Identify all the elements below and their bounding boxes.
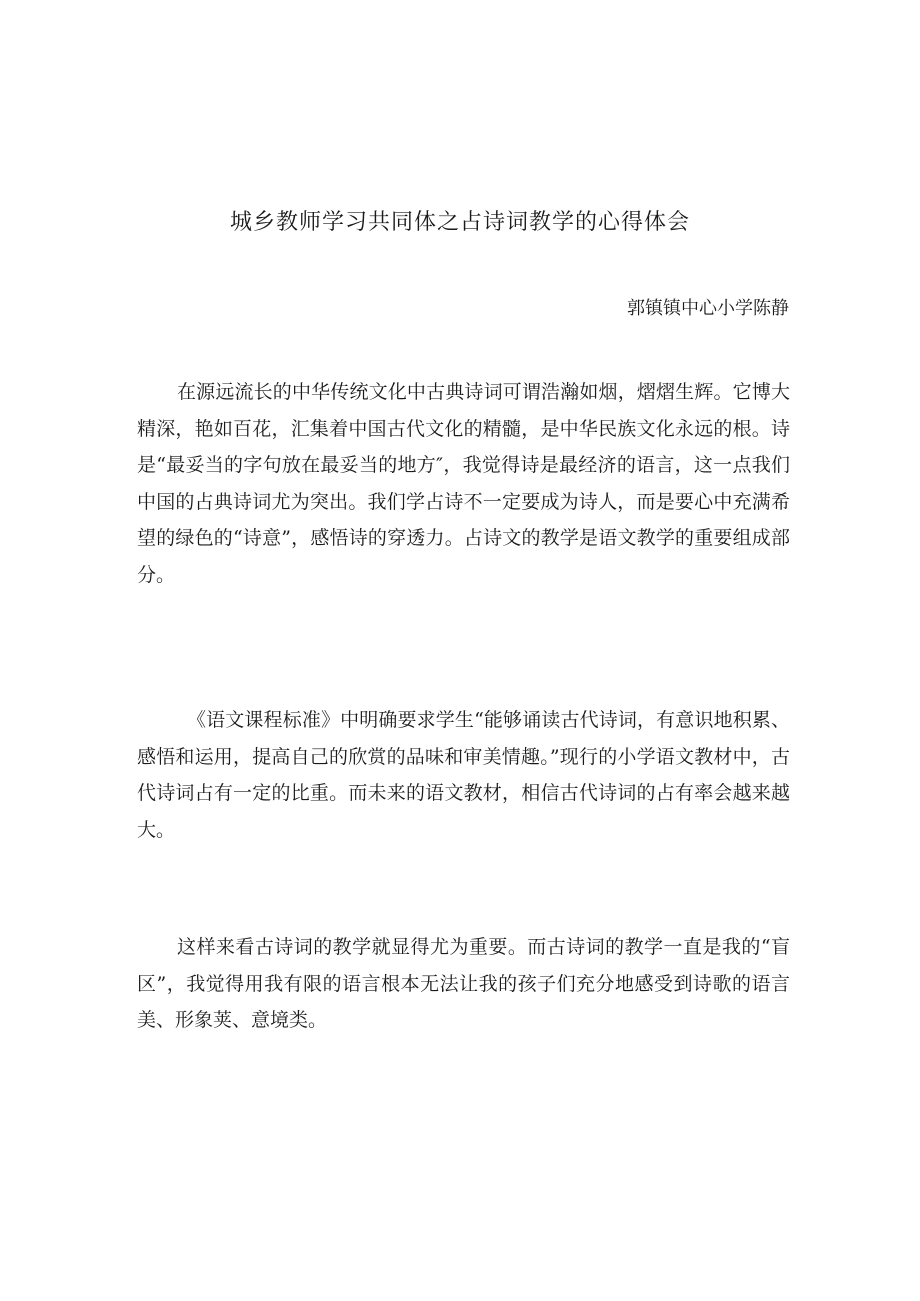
paragraph-3: 这样来看古诗词的教学就显得尤为重要。而古诗词的教学一直是我的“盲区”，我觉得用我有限的语言根本无法让我的孩子们充分地感受到诗歌的语言美、形象荚、意境类。 xyxy=(137,936,790,1031)
author-line: 郭镇镇中心小学陈静 xyxy=(627,298,789,319)
document-title: 城乡教师学习共同体之占诗词教学的心得体会 xyxy=(229,210,690,235)
paragraph-1: 在源远流长的中华传统文化中古典诗词可谓浩瀚如烟，熠熠生辉。它博大精深，艳如百花，汇集着中国古代文化的精髓，是中华民族文化永远的根。诗是“最妥当的字句放在最妥当的地方″，我觉得诗是最经济的语言，这一点我们中国的占典诗词尤为突出。我们学占诗不一定要成为诗人，而是要心中充满希望的绿色的“诗意”，感悟诗的穿透力。占诗文的教学是语文教学的重要组成部分。 xyxy=(137,381,790,586)
paragraph-2: 《语文课程标准》中明确要求学生“能够诵读古代诗词，有意识地积累、感悟和运用，提高自己的欣赏的品味和审美情趣。”现行的小学语文教材中，古代诗词占有一定的比重。而未来的语文教材，相信古代诗词的占有率会越来越大。 xyxy=(137,709,790,841)
